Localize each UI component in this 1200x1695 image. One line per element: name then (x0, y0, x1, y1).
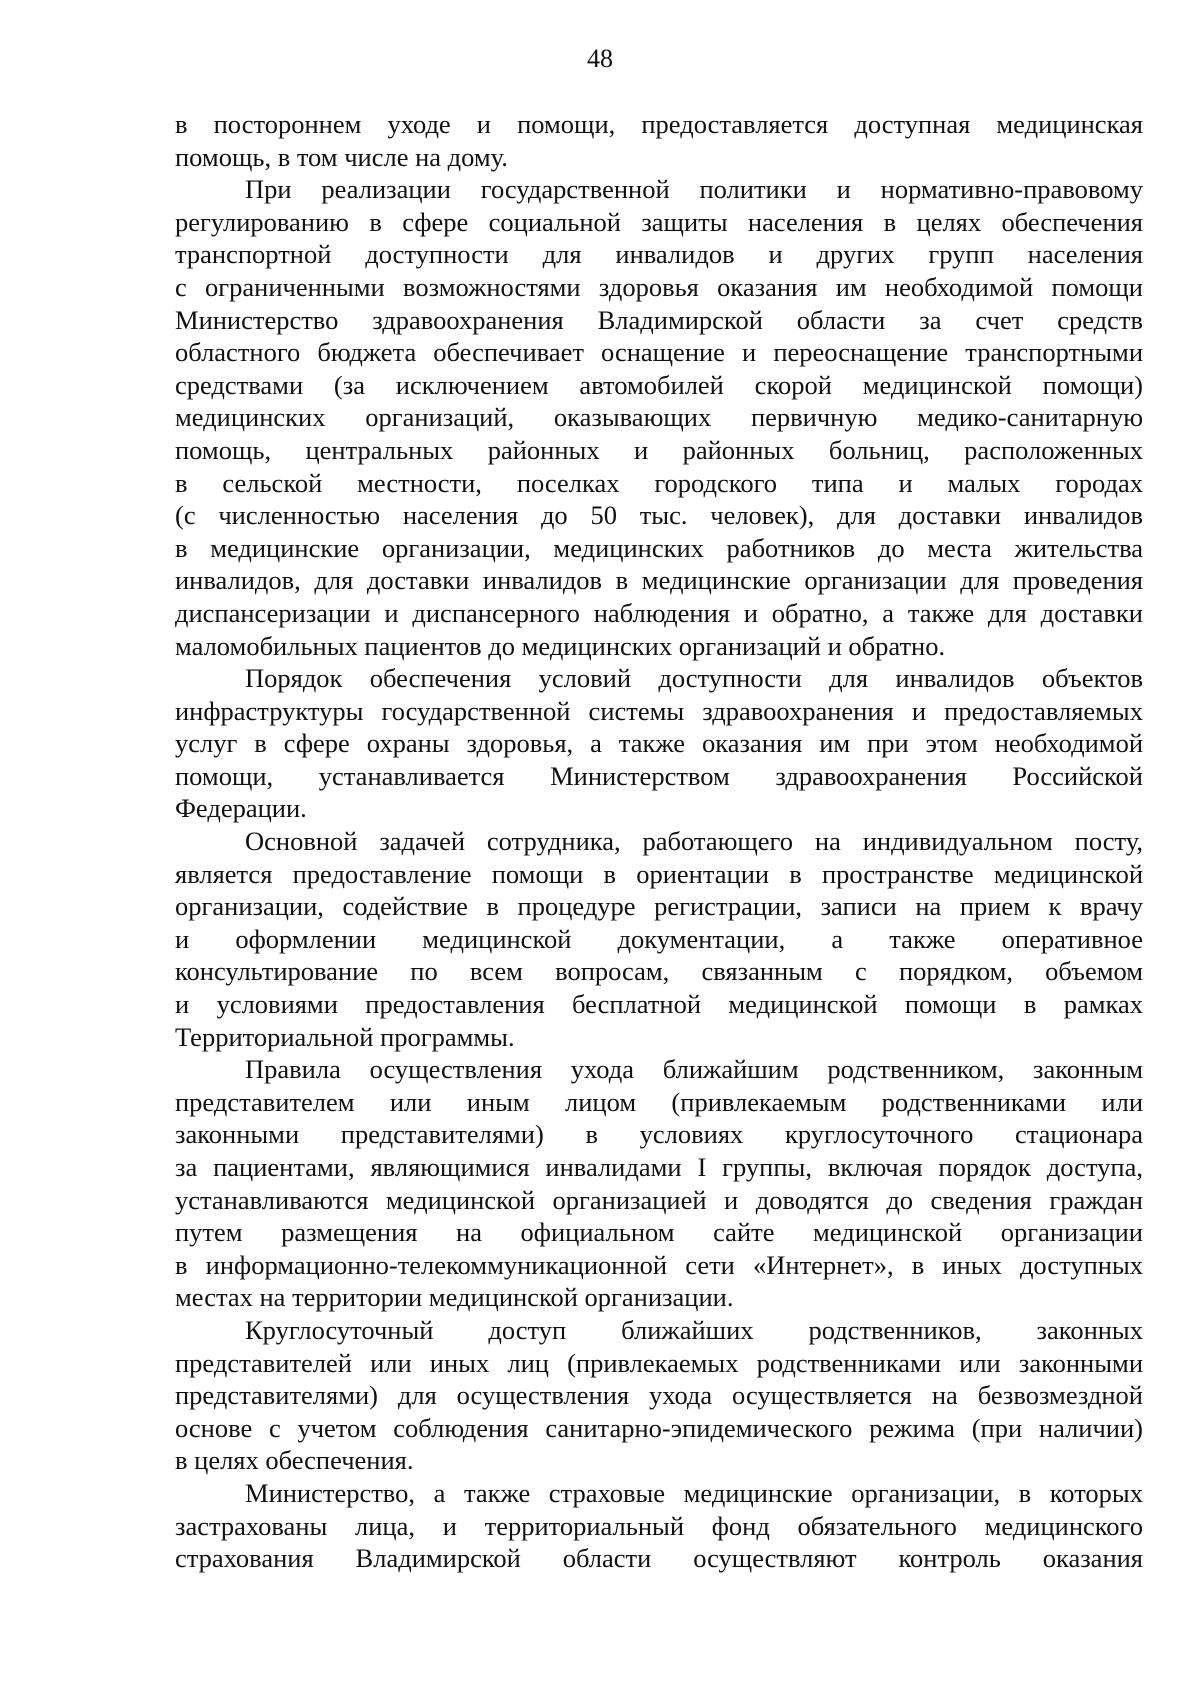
paragraph (175, 1053, 1143, 1314)
text-line: законными представителями) в условиях круглосуточного стационара (175, 1119, 1143, 1150)
text-line: помощи, устанавливается Министерством здравоохранения Российской (175, 760, 1143, 791)
paragraph (175, 173, 1143, 662)
text-line: основе с учетом соблюдения санитарно-эпидемического режима (при наличии) (175, 1412, 1143, 1443)
text-line: местах на территории медицинской организации. (175, 1282, 734, 1313)
text-line: представителем или иным лицом (привлекаемым родственниками или (175, 1086, 1143, 1117)
text-line: Основной задачей сотрудника, работающего на индивидуальном посту, (245, 826, 1143, 857)
text-line: застрахованы лица, и территориальный фонд обязательного медицинского (175, 1510, 1143, 1541)
text-line: медицинских организаций, оказывающих первичную медико-санитарную (175, 402, 1143, 433)
document-body (175, 108, 1143, 1575)
text-line: путем размещения на официальном сайте медицинской организации (175, 1217, 1143, 1248)
text-line: транспортной доступности для инвалидов и других групп населения (175, 239, 1143, 270)
text-line: и условиями предоставления бесплатной медицинской помощи в рамках (175, 989, 1143, 1020)
text-line: Федерации. (175, 793, 307, 824)
text-line: в медицинские организации, медицинских работников до места жительства (175, 532, 1143, 563)
text-line: Министерство здравоохранения Владимирской области за счет средств (175, 304, 1143, 335)
text-line: диспансеризации и диспансерного наблюдения и обратно, а также для доставки (175, 597, 1143, 628)
text-line: помощь, центральных районных и районных больниц, расположенных (175, 434, 1143, 465)
text-line: Территориальной программы. (175, 1021, 515, 1052)
paragraph (175, 1477, 1143, 1575)
text-line: консультирование по всем вопросам, связанным с порядком, объемом (175, 956, 1143, 987)
paragraph (175, 1314, 1143, 1477)
text-line: страхования Владимирской области осуществляют контроль оказания (175, 1543, 1143, 1574)
paragraph (175, 825, 1143, 1053)
text-line: Круглосуточный доступ ближайших родственников, законных (245, 1314, 1143, 1345)
text-line: (с численностью населения до 50 тыс. человек), для доставки инвалидов (175, 500, 1143, 531)
text-line: организации, содействие в процедуре регистрации, записи на прием к врачу (175, 891, 1143, 922)
text-line: в информационно-телекоммуникационной сети «Интернет», в иных доступных (175, 1249, 1143, 1280)
text-line: представителей или иных лиц (привлекаемых родственниками или законными (175, 1347, 1143, 1378)
text-line: в сельской местности, поселках городского типа и малых городах (175, 467, 1143, 498)
text-line: в целях обеспечения. (175, 1445, 414, 1476)
paragraph (175, 662, 1143, 825)
page-number: 48 (587, 44, 613, 73)
text-line: и оформлении медицинской документации, а также оперативное (175, 923, 1143, 954)
text-line: маломобильных пациентов до медицинских организаций и обратно. (175, 630, 946, 661)
paragraph (175, 108, 1143, 173)
text-line: помощь, в том числе на дому. (175, 141, 508, 172)
text-line: за пациентами, являющимися инвалидами I группы, включая порядок доступа, (175, 1152, 1143, 1182)
text-line: инфраструктуры государственной системы здравоохранения и предоставляемых (175, 695, 1143, 726)
text-line: регулированию в сфере социальной защиты населения в целях обеспечения (175, 206, 1143, 237)
text-line: представителями) для осуществления ухода осуществляется на безвозмездной (175, 1380, 1143, 1411)
text-line: услуг в сфере охраны здоровья, а также оказания им при этом необходимой (175, 728, 1143, 759)
text-line: устанавливаются медицинской организацией и доводятся до сведения граждан (175, 1184, 1143, 1215)
text-line: с ограниченными возможностями здоровья оказания им необходимой помощи (175, 271, 1143, 302)
text-line: Министерство, а также страховые медицинские организации, в которых (245, 1477, 1143, 1508)
text-line: Правила осуществления ухода ближайшим родственником, законным (245, 1054, 1143, 1085)
text-line: является предоставление помощи в ориентации в пространстве медицинской (175, 858, 1143, 889)
text-line: в постороннем уходе и помощи, предоставляется доступная медицинская (175, 109, 1143, 139)
text-line: Порядок обеспечения условий доступности для инвалидов объектов (245, 663, 1143, 694)
text-line: При реализации государственной политики и нормативно-правовому (245, 174, 1143, 205)
text-line: средствами (за исключением автомобилей скорой медицинской помощи) (175, 369, 1143, 400)
text-line: инвалидов, для доставки инвалидов в медицинские организации для проведения (175, 565, 1143, 596)
text-line: областного бюджета обеспечивает оснащение и переоснащение транспортными (175, 337, 1143, 368)
